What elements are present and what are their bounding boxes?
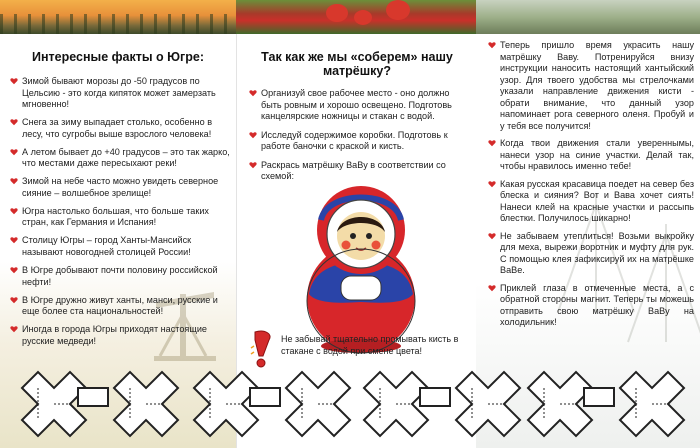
fact-item: Снега за зиму выпадает столько, особенно в лесу, что сугробы выше взрослого человека! (10, 117, 232, 140)
step-item: Исследуй содержимое коробки. Подготовь к работе баночки с краской и кисть. (249, 130, 471, 153)
matryoshka-illustration (303, 176, 419, 354)
heart-icon (10, 118, 18, 126)
heart-icon (488, 41, 496, 49)
heart-icon (10, 296, 18, 304)
heart-icon (249, 161, 257, 169)
step-item: Организуй свое рабочее место - оно должно быть ровным и хорошо освещено. Подготовь канцелярские ножницы и стакан с водой. (249, 88, 471, 123)
khanty-ornament-pattern (524, 358, 700, 442)
fact-item: Зимой на небе часто можно увидеть северное сияние – волшебное зрелище! (10, 176, 232, 199)
step-item: Какая русская красавица поедет на север без блеска и сияния? Вот и Вава хочет сиять! Нанеси клей на красные участки и рассыпь блестки. Получилось шикарно! (488, 179, 694, 225)
heart-icon (488, 180, 496, 188)
heart-icon (10, 77, 18, 85)
heart-icon (249, 89, 257, 97)
heart-icon (10, 325, 18, 333)
fact-item: А летом бывает до +40 градусов – это так жарко, что местами даже пересыхают реки! (10, 147, 232, 170)
step-item: Теперь пришло время украсить нашу матрёшку Ваву. Потренируйся внизу инструкции наносить настоящий хантыйский узор. Для твоего удобства мы стрелочками указали направление движения кисти - обрати внимание, что данный узор напоминает рога северного оленя. Пробуй и у тебя все получится! (488, 40, 694, 132)
decoration-steps-list (488, 40, 694, 335)
step-item: Раскрась матрёшку ВаВу в соответствии со схемой: (249, 160, 471, 183)
tip-text: Не забывай тщательно промывать кисть в стакане с водой при смене цвета! (281, 334, 459, 356)
instructions-list (249, 88, 471, 190)
heart-icon (488, 139, 496, 147)
heart-icon (488, 232, 496, 240)
facts-list (10, 76, 232, 354)
heart-icon (10, 177, 18, 185)
fact-item: Югра настолько большая, что больше таких стран, как Германия и Испания! (10, 206, 232, 229)
fact-item: Зимой бывают морозы до -50 градусов по Цельсию - это когда кипяток может замерзать мгновенно! (10, 76, 232, 111)
berries-photo (236, 0, 476, 34)
facts-title: Интересные факты о Югре: (31, 50, 204, 64)
step-item: Не забываем утеплиться! Возьми выкройку для меха, вырежи воротник и муфту для рук. С помощью клея зафиксируй их на матрёшке ВаВе. (488, 231, 694, 277)
step-item: Когда твои движения стали увереннымы, нанеси узор на синие участки. Делай так, чтобы нравилось именно тебе! (488, 138, 694, 173)
heart-icon (10, 207, 18, 215)
sunset-forest-photo (0, 0, 236, 34)
khanty-ornament-pattern (190, 358, 370, 442)
heart-icon (10, 148, 18, 156)
instructions-title: Так как же мы «соберем» нашу матрёшку? (261, 50, 453, 78)
step-item: Приклей глаза в отмеченные места, а с обратной стороны магнит. Теперь ты можешь отправить свою матрёшку ВаВу на холодильник! (488, 283, 694, 329)
fact-item: В Югре дружно живут ханты, манси, русские и еще более ста национальностей! (10, 295, 232, 318)
heart-icon (10, 266, 18, 274)
khanty-ornament-pattern (18, 358, 198, 442)
khanty-ornament-pattern (360, 358, 540, 442)
heart-icon (249, 131, 257, 139)
fact-item: В Югре добывают почти половину российской нефти! (10, 265, 232, 288)
fact-item: Столицу Югры – город Ханты-Мансийск называют новогодней столицей России! (10, 235, 232, 258)
heart-icon (10, 236, 18, 244)
heart-icon (488, 284, 496, 292)
photo-strip (0, 0, 700, 34)
tundra-photo (476, 0, 700, 34)
fact-item: Иногда в города Югры приходят настоящие русские медведи! (10, 324, 232, 347)
